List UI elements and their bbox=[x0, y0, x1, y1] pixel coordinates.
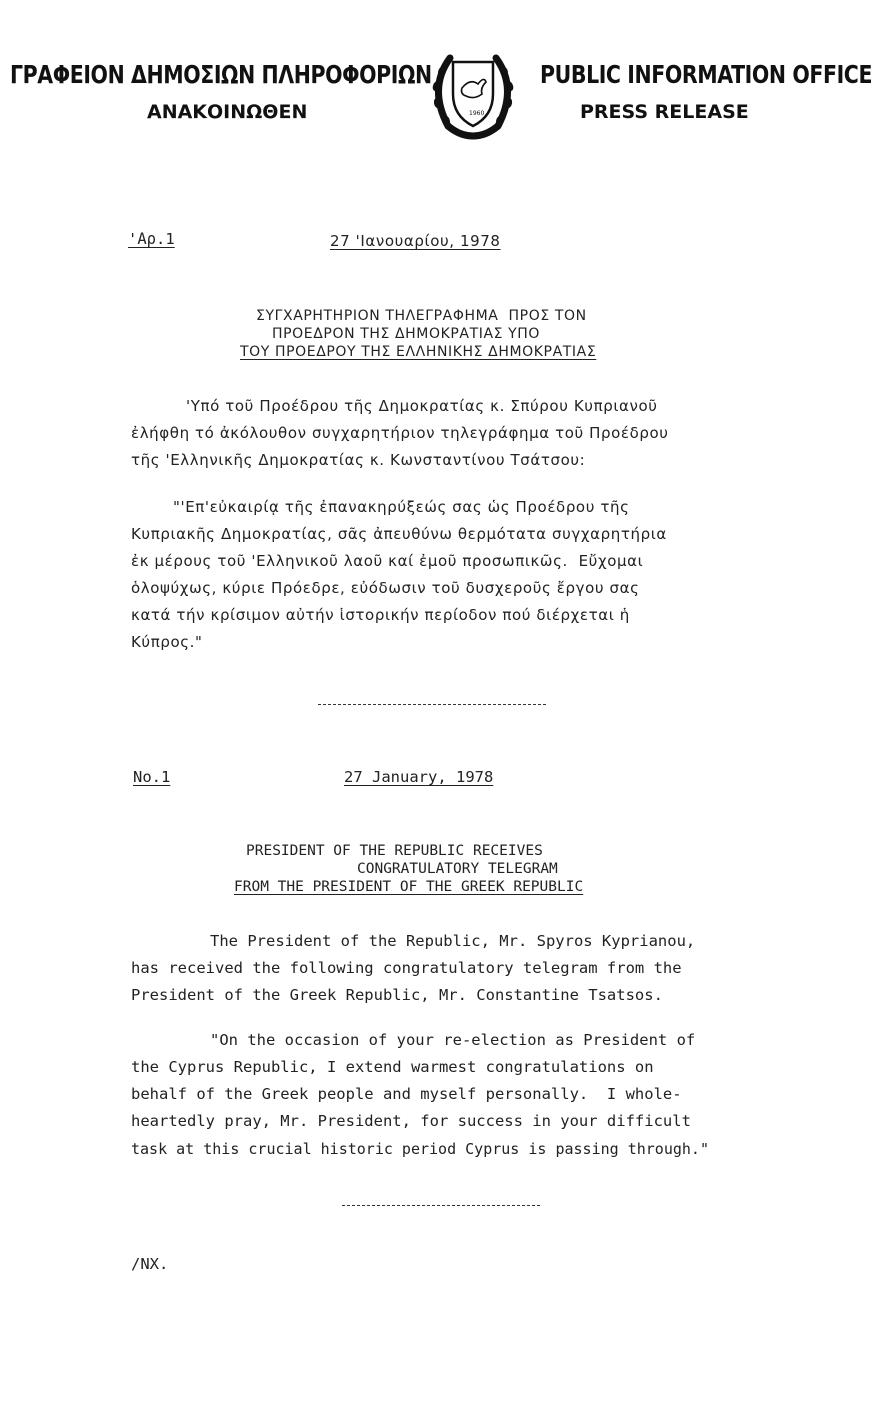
greek-paragraph-2-line-2: Κυπριακῆς Δημοκρατίας, σᾶς ἀπευθύνω θερμότατα συγχαρητήρια bbox=[131, 525, 667, 543]
cyprus-coat-of-arms-icon bbox=[420, 48, 526, 140]
english-office-heading: PUBLIC INFORMATION OFFICE bbox=[540, 60, 873, 89]
english-title-line-2: CONGRATULATORY TELEGRAM bbox=[357, 861, 558, 877]
english-paragraph-2-line-5: task at this crucial historic period Cyprus is passing through." bbox=[131, 1140, 709, 1158]
greek-title-line-1: ΣΥΓΧΑΡΗΤΗΡΙΟΝ ΤΗΛΕΓΡΑΦΗΜΑ ΠΡΟΣ ΤΟΝ bbox=[256, 308, 587, 324]
english-release-heading: PRESS RELEASE bbox=[580, 101, 749, 123]
greek-release-number: 'Αρ.1 bbox=[128, 230, 175, 248]
english-paragraph-2-line-4: heartedly pray, Mr. President, for success in your difficult bbox=[131, 1112, 691, 1130]
english-paragraph-2-line-1: "On the occasion of your re-election as President of bbox=[210, 1031, 696, 1049]
english-release-number: No.1 bbox=[133, 768, 171, 786]
english-paragraph-1-line-3: President of the Greek Republic, Mr. Constantine Tsatsos. bbox=[131, 986, 663, 1004]
greek-paragraph-2-line-1: "'Επ'εὐκαιρίᾳ τῆς ἐπανακηρύξεώς σας ὡς Προέδρου τῆς bbox=[173, 498, 630, 516]
typist-initials: /NX. bbox=[131, 1255, 169, 1273]
greek-release-heading: ΑΝΑΚΟΙΝΩΘΕΝ bbox=[147, 101, 308, 123]
english-paragraph-2-line-3: behalf of the Greek people and myself personally. I whole- bbox=[131, 1085, 682, 1103]
section-divider bbox=[318, 704, 546, 705]
greek-paragraph-1-line-2: ἐλήφθη τό ἀκόλουθον συγχαρητήριον τηλεγράφημα τοῦ Προέδρου bbox=[131, 424, 669, 442]
english-paragraph-2-line-2: the Cyprus Republic, I extend warmest congratulations on bbox=[131, 1058, 654, 1076]
greek-release-date: 27 'Ιανουαρίου, 1978 bbox=[330, 232, 501, 250]
greek-paragraph-2-line-3: ἐκ μέρους τοῦ 'Ελληνικοῦ λαοῦ καί ἐμοῦ προσωπικῶς. Εὔχομαι bbox=[131, 552, 644, 570]
greek-paragraph-1-line-1: 'Υπό τοῦ Προέδρου τῆς Δημοκρατίας κ. Σπύρου Κυπριανοῦ bbox=[186, 397, 658, 415]
greek-paragraph-1-line-3: τῆς 'Ελληνικῆς Δημοκρατίας κ. Κωνσταντίνου Τσάτσου: bbox=[131, 451, 586, 469]
greek-title-line-2: ΠΡΟΕΔΡΟΝ ΤΗΣ ΔΗΜΟΚΡΑΤΙΑΣ ΥΠΟ bbox=[272, 326, 541, 342]
svg-text:1960: 1960 bbox=[469, 110, 485, 117]
english-title-line-3: FROM THE PRESIDENT OF THE GREEK REPUBLIC bbox=[234, 879, 584, 895]
closing-divider bbox=[342, 1205, 540, 1206]
english-release-date: 27 January, 1978 bbox=[344, 768, 494, 786]
greek-office-heading: ΓΡΑΦΕΙΟΝ ΔΗΜΟΣΙΩΝ ΠΛΗΡΟΦΟΡΙΩΝ bbox=[10, 60, 432, 89]
greek-paragraph-2-line-6: Κύπρος." bbox=[131, 633, 203, 651]
english-paragraph-1-line-2: has received the following congratulatory telegram from the bbox=[131, 959, 682, 977]
english-paragraph-1-line-1: The President of the Republic, Mr. Spyros Kyprianou, bbox=[210, 932, 696, 950]
greek-paragraph-2-line-4: ὁλοψύχως, κύριε Πρόεδρε, εὐόδωσιν τοῦ δυσχεροῦς ἔργου σας bbox=[131, 579, 640, 597]
greek-paragraph-2-line-5: κατά τήν κρίσιμον αὐτήν ἱστορικήν περίοδον πού διέρχεται ἡ bbox=[131, 606, 630, 624]
english-title-line-1: PRESIDENT OF THE REPUBLIC RECEIVES bbox=[246, 843, 543, 859]
greek-title-line-3: ΤΟΥ ΠΡΟΕΔΡΟΥ ΤΗΣ ΕΛΛΗΝΙΚΗΣ ΔΗΜΟΚΡΑΤΙΑΣ bbox=[240, 344, 597, 360]
